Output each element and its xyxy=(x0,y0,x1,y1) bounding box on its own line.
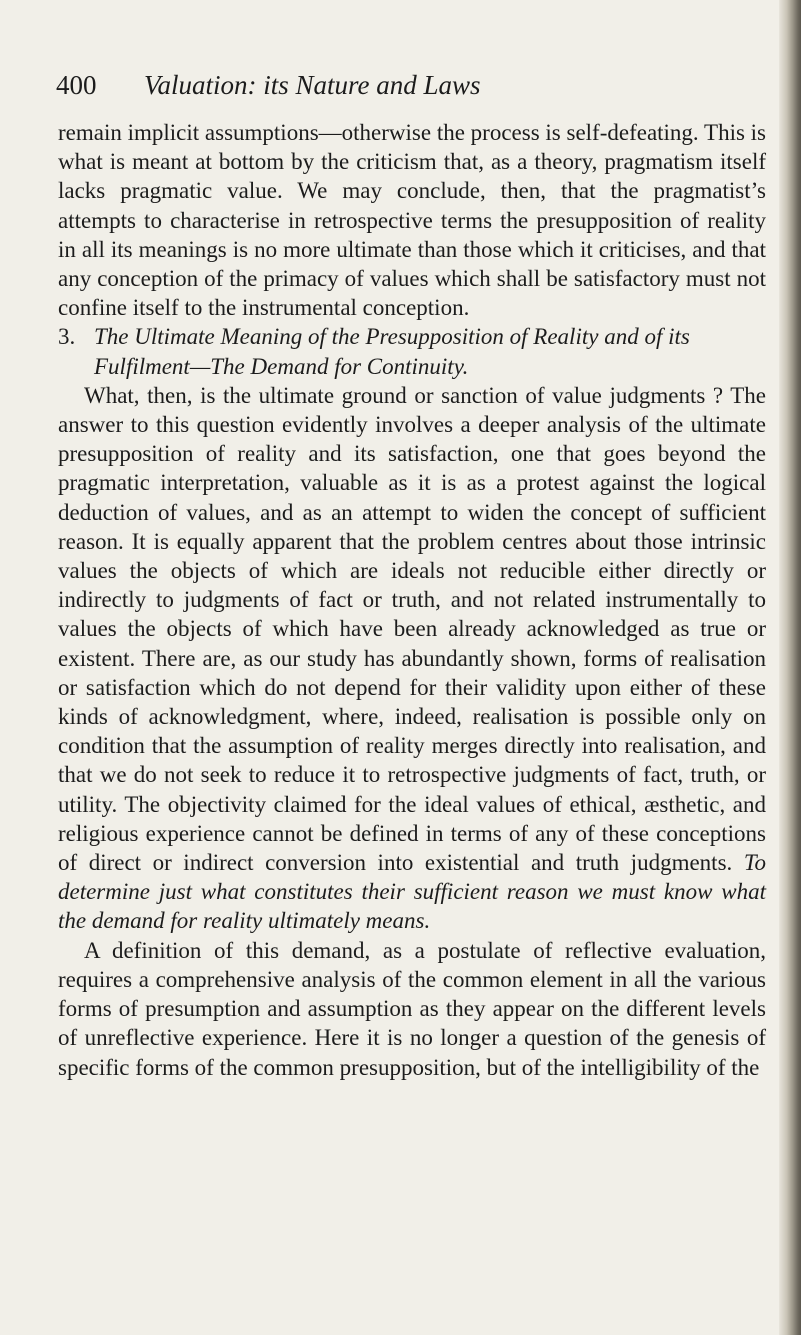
page-number: 400 xyxy=(56,70,97,100)
paragraph: A definition of this demand, as a postulate of reflective evaluation, requires a comprehensive analysis of the common element in all the various forms of presumption and assumption as they appear on the different levels of unreflective experience. Here it is no longer a question of the genesis of specific forms of the common presupposition, but of the intelligibility of the xyxy=(58,937,766,1080)
paragraph-continued: remain implicit assumptions—otherwise the process is self-defeating. This is what is meant at bottom by the criticism that, as a theory, pragmatism itself lacks pragmatic value. We may conclude, then, that the pragmatist’s attempts to characterise in retrospective terms the presupposition of reality in all its meanings is no more ultimate than those which it criticises, and that any conception of the primacy of values which shall be satisfactory must not confine itself to the instrumental conception. xyxy=(58,120,766,321)
running-head xyxy=(56,68,756,102)
section-heading xyxy=(58,322,766,380)
running-head-title: Valuation: its Nature and Laws xyxy=(144,70,481,100)
page-edge-shadow xyxy=(779,0,801,1335)
emphasized-text: To determine just what constitutes their sufficient reason we must know what the demand for reality ultimately means. xyxy=(58,850,767,934)
page-body xyxy=(58,118,766,1082)
paragraph-text: What, then, is the ultimate ground or sanction of value judgments ? The answer to this question evidently involves a deeper analysis of the ultimate presupposition of reality and its satisfaction, one that goes beyond the pragmatic interpretation, valuable as it is as a protest against the logical deduction of values, and as an attempt to widen the concept of sufficient reason. It is equally apparent that the problem centres about those intrinsic values the objects of which are ideals not reducible either directly or indirectly to judgments of fact or truth, and not related instrumentally to values the objects of which have been already acknowledged as true or existent. There are, as our study has abundantly shown, forms of realisation or satisfaction which do not depend for their validity upon either of these kinds of acknowledgment, where, indeed, realisation is possible only on condition that the assumption of reality merges directly into realisation, and that we do not seek to reduce it to retrospective judgments of fact, truth, or utility. The objectivity claimed for the ideal values of ethical, æsthetic, and religious experience cannot be defined in terms of any of these conceptions of direct or indirect conversion into existential and truth judgments. xyxy=(58,382,766,876)
section-title: The Ultimate Meaning of the Presupposition of Reality and of its Fulfilment—The Demand for Continuity. xyxy=(94,324,690,379)
paragraph xyxy=(58,381,766,936)
section-number: 3. xyxy=(58,324,76,350)
